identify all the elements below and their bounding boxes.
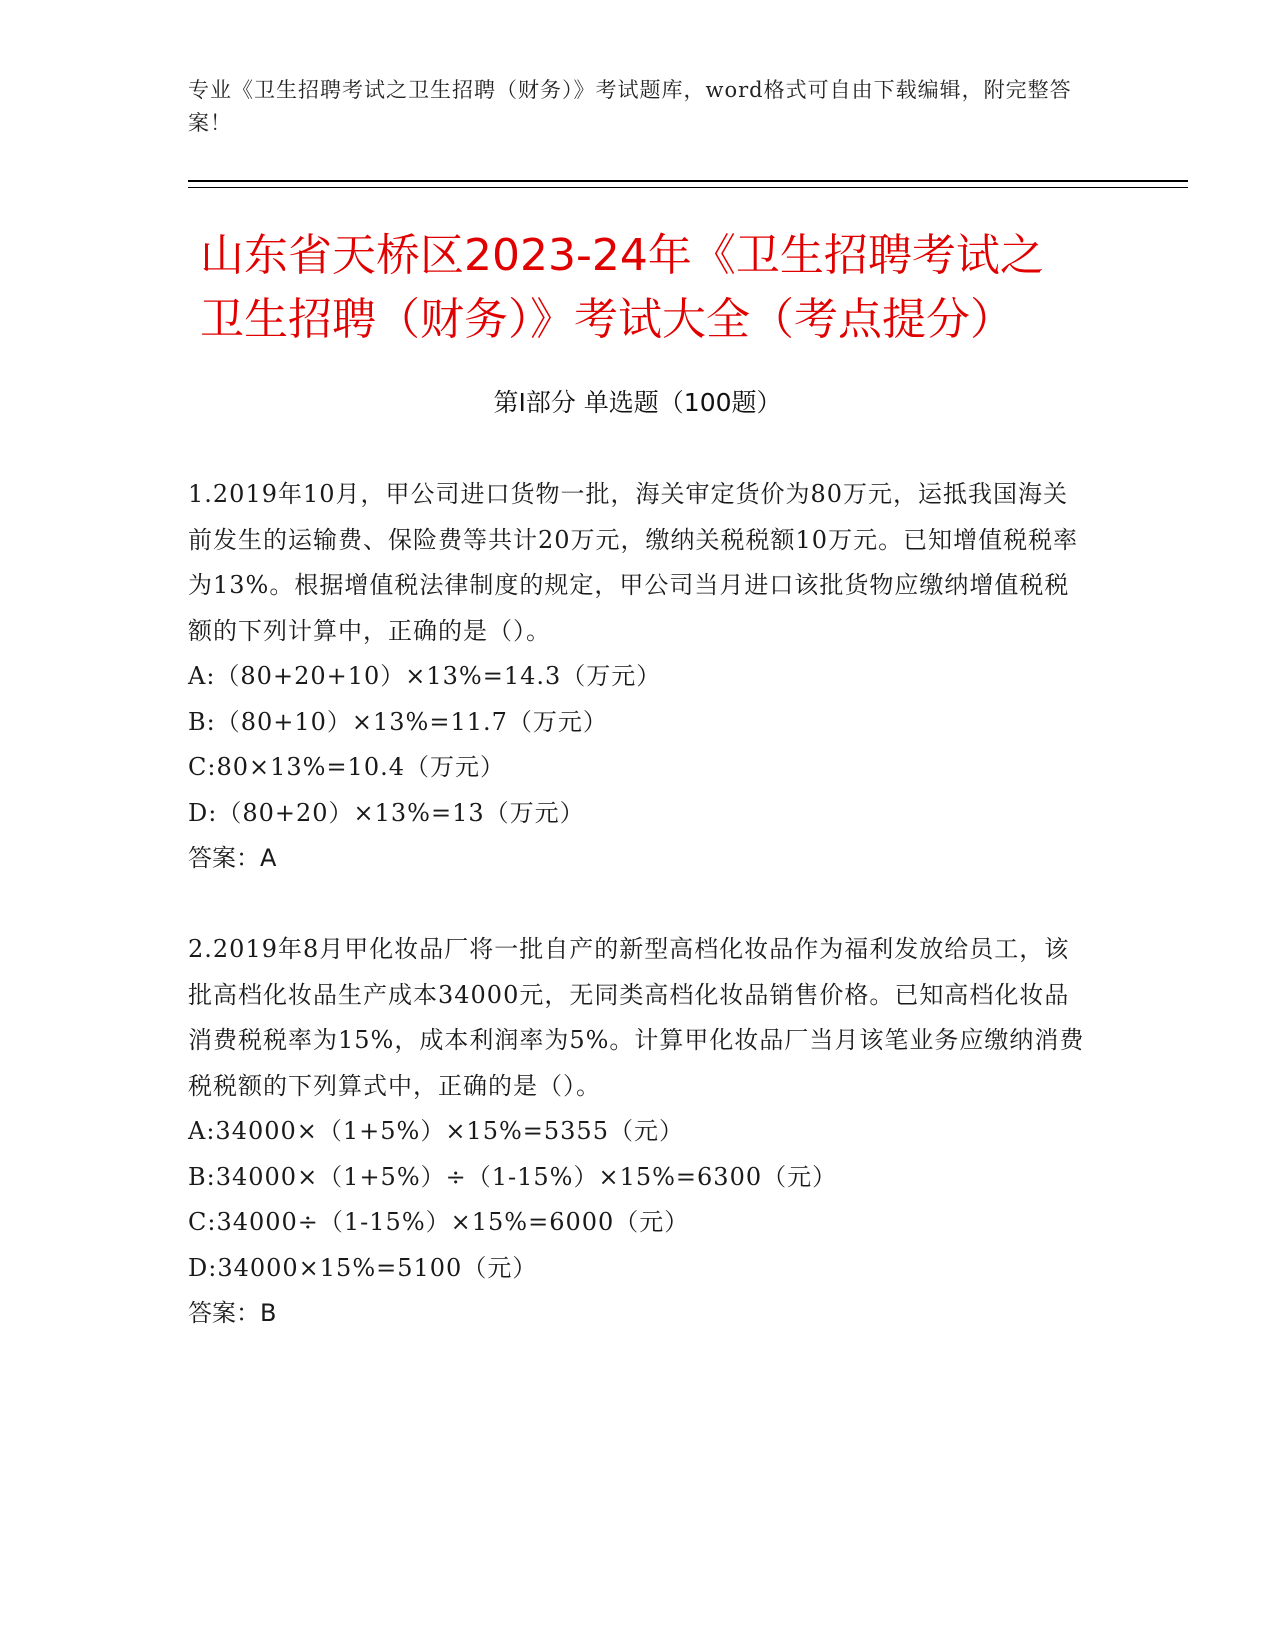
document-title-line-1: 山东省天桥区2023-24年《卫生招聘考试之 [200,230,1044,281]
document-title-line-2: 卫生招聘（财务）》考试大全（考点提分） [200,294,1014,345]
question-stem: 1.2019年10月，甲公司进口货物一批，海关审定货价为80万元，运抵我国海关前发生的运输费、保险费等共计20万元，缴纳关税税额10万元。已知增值税税率为13%。根据增值税法律制度的规定，甲公司当月进口该批货物应缴纳增值税税额的下列计算中，正确的是（）。 [188,480,1079,645]
question-2 [188,927,1088,1337]
option-a: A:（80+20+10）×13%=14.3（万元） [188,662,662,690]
option-b: B:（80+10）×13%=11.7（万元） [188,707,608,736]
header-divider-thick [188,180,1188,182]
question-stem: 2.2019年8月甲化妆品厂将一批自产的新型高档化妆品作为福利发放给员工，该批高档化妆品生产成本34000元，无同类高档化妆品销售价格。已知高档化妆品消费税税率为15%，成本利润率为5%。计算甲化妆品厂当月该笔业务应缴纳消费税税额的下列算式中，正确的是（）。 [188,935,1085,1100]
header-divider-thin [188,187,1188,188]
option-b: B:34000×（1+5%）÷（1-15%）×15%=6300（元） [188,1162,838,1191]
answer: 答案：A [188,844,277,872]
option-a: A:34000×（1+5%）×15%=5355（元） [188,1117,684,1145]
option-d: D:（80+20）×13%=13（万元） [188,798,585,827]
option-c: C:34000÷（1-15%）×15%=6000（元） [188,1208,690,1236]
option-d: D:34000×15%=5100（元） [188,1253,538,1282]
question-1 [188,472,1088,882]
header-note: 专业《卫生招聘考试之卫生招聘（财务）》考试题库，word格式可自由下载编辑，附完整答案！ [188,78,1072,135]
option-c: C:80×13%=10.4（万元） [188,753,505,781]
document-title [200,224,1200,352]
answer: 答案：B [188,1299,277,1327]
section-heading: 第Ⅰ部分 单选题（100题） [493,388,782,417]
